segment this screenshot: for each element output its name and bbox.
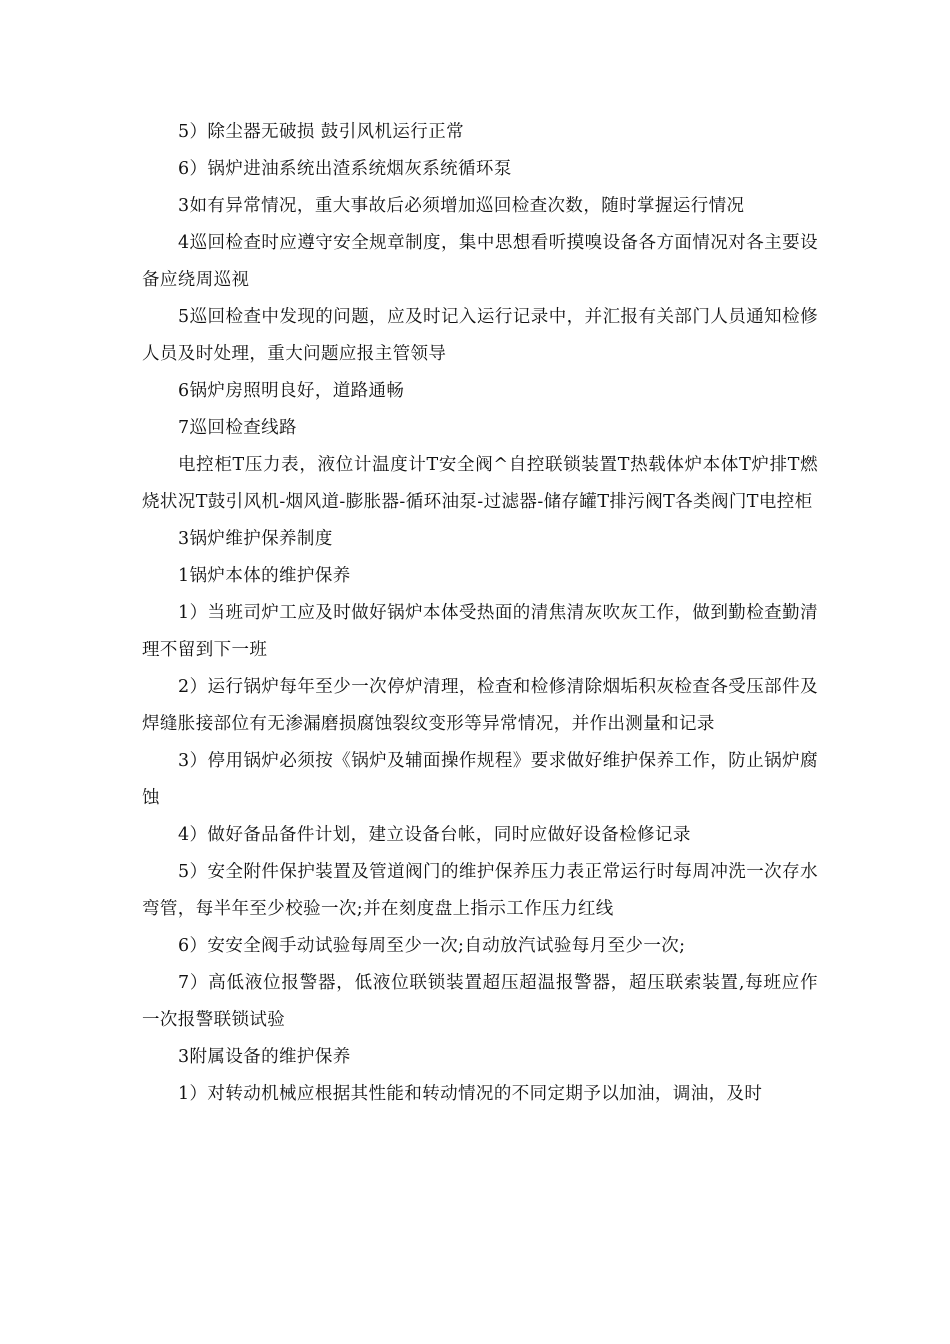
paragraph: 5）除尘器无破损 鼓引风机运行正常: [178, 122, 464, 142]
paragraph: 7巡回检查线路: [178, 418, 297, 438]
subsection-heading: 1锅炉本体的维护保养: [178, 566, 351, 586]
subsection-heading: 3附属设备的维护保养: [178, 1047, 351, 1067]
paragraph: 4）做好备品备件计划，建立设备台帐，同时应做好设备检修记录: [178, 825, 691, 845]
paragraph: 4巡回检查时应遵守安全规章制度，集中思想看听摸嗅设备各方面情况对各主要设备应绕周巡视: [142, 233, 818, 290]
paragraph: 6锅炉房照明良好，道路通畅: [178, 381, 405, 401]
paragraph: 6）安安全阀手动试验每周至少一次;自动放汽试验每月至少一次;: [178, 936, 686, 956]
paragraph: 5）安全附件保护装置及管道阀门的维护保养压力表正常运行时每周冲洗一次存水弯管，每半年至少校验一次;并在刻度盘上指示工作压力红线: [142, 862, 818, 919]
paragraph: 6）锅炉进油系统出渣系统烟灰系统循环泵: [178, 159, 512, 179]
paragraph: 7）高低液位报警器，低液位联锁装置超压超温报警器，超压联索装置,每班应作一次报警联锁试验: [142, 973, 818, 1030]
paragraph: 3如有异常情况，重大事故后必须增加巡回检查次数，随时掌握运行情况: [178, 196, 745, 216]
paragraph: 电控柜T压力表，液位计温度计T安全阀^自控联锁装置T热载体炉本体T炉排T燃烧状况T鼓引风机-烟风道-膨胀器-循环油泵-过滤器-储存罐T排污阀T各类阀门T电控柜: [142, 455, 818, 512]
document-body: [142, 114, 818, 1113]
paragraph: 2）运行锅炉每年至少一次停炉清理，检查和检修清除烟垢积灰检查各受压部件及焊缝胀接部位有无渗漏磨损腐蚀裂纹变形等异常情况，并作出测量和记录: [142, 677, 818, 734]
paragraph: 5巡回检查中发现的问题，应及时记入运行记录中，并汇报有关部门人员通知检修人员及时处理，重大问题应报主管领导: [142, 307, 818, 364]
paragraph: 1）对转动机械应根据其性能和转动情况的不同定期予以加油，调油，及时: [178, 1084, 763, 1104]
paragraph: 3）停用锅炉必须按《锅炉及辅面操作规程》要求做好维护保养工作，防止锅炉腐蚀: [142, 751, 818, 808]
paragraph: 1）当班司炉工应及时做好锅炉本体受热面的清焦清灰吹灰工作，做到勤检查勤清理不留到下一班: [142, 603, 818, 660]
section-heading: 3锅炉维护保养制度: [178, 529, 333, 549]
